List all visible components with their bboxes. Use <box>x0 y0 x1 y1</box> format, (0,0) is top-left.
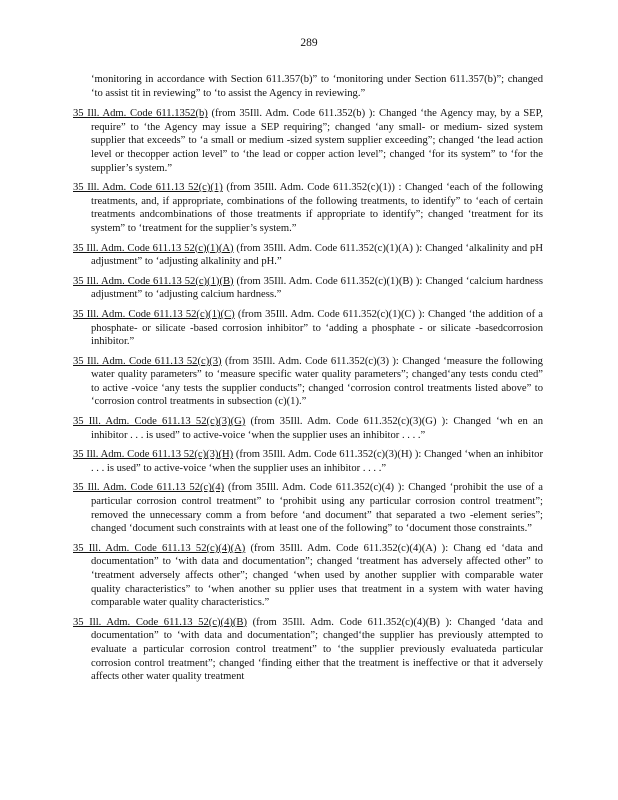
source-citation: (from 35Ill. Adm. Code 611.352(c)(4) <box>224 482 395 494</box>
code-citation: 35 Ill. Adm. Code 611.13 52(c)(3)(G) <box>73 416 246 428</box>
amendment-entry <box>73 616 543 684</box>
amendment-entry <box>73 355 543 409</box>
code-citation: 35 Ill. Adm. Code 611.13 52(c)(1)(B) <box>73 275 234 287</box>
source-citation: (from 35Ill. Adm. Code 611.352(c)(3)(G) <box>245 416 437 428</box>
amendment-entry <box>73 275 543 302</box>
code-citation: 35 Ill. Adm. Code 611.13 52(c)(1)(C) <box>73 308 235 320</box>
change-description: ): Changed ‘the Agency may, by a SEP, require” to ‘the Agency may issue a SEP requiring”; changed ‘any small- or medium- sized system supplier that exceeds” to ‘a small or medium -sized system supplier exceeding”; changed ‘the lead action level or thecopper action level” to ‘the lead or copper action level”; changed ‘for its system” to ‘for the supplier’s system.” <box>91 108 543 174</box>
amendment-entry <box>73 481 543 535</box>
amendment-entry <box>73 308 543 349</box>
source-citation: (from 35Ill. Adm. Code 611.352(c)(1)(A) <box>233 242 413 254</box>
change-description: ): Changed ‘when an inhibitor . . . is used” to active-voice ‘when the supplier uses an inhibitor . . . .” <box>91 449 543 474</box>
source-citation: (from 35Ill. Adm. Code 611.352(c)(3) <box>221 355 390 367</box>
continued-paragraph: ‘monitoring in accordance with Section 611.357(b)” to ‘monitoring under Section 611.357(b)”; changed ‘to assist tit in reviewing” to ‘to assist the Agency in reviewing.” <box>91 74 543 99</box>
body-text <box>73 73 543 690</box>
entry-list <box>73 107 543 684</box>
code-citation: 35 Ill. Adm. Code 611.1352(b) <box>73 108 208 120</box>
amendment-entry <box>73 181 543 235</box>
source-citation: (from 35Ill. Adm. Code 611.352(c)(4)(B) <box>247 616 440 628</box>
code-citation: 35 Ill. Adm. Code 611.13 52(c)(3)(H) <box>73 449 234 461</box>
change-description: ): Chang ed ‘data and documentation” to ‘with data and documentation”; changed ‘treatment has adversely affected other” to ‘treatment adversely affects other”; changed ‘when used by another supplier with comparable water quality characteristics” to ‘when another su pplier uses that treatment in a system with water having comparable water quality characteristics.” <box>91 542 543 609</box>
change-description: ): Changed ‘wh en an inhibitor . . . is used” to active-voice ‘when the supplier uses an inhibitor . . . .” <box>91 416 543 441</box>
code-citation: 35 Ill. Adm. Code 611.13 52(c)(3) <box>73 355 222 367</box>
code-citation: 35 Ill. Adm. Code 611.13 52(c)(1)(A) <box>73 242 234 254</box>
source-citation: (from 35Ill. Adm. Code 611.352(c)(1)) <box>222 182 395 194</box>
change-description: ): Changed ‘data and documentation” to ‘with data and documentation”; changed‘the supplier has previously attempted to evaluate a particular corrosion control treatment” to ‘the supplier previously evaluateda particular corrosion control treatment”; changed ‘finding either that the treatment is ineffective or that it adversely affects other water quality treatment <box>91 616 543 683</box>
amendment-entry <box>73 415 543 442</box>
change-description: ): Changed ‘prohibit the use of a particular corrosion control treatment” to ‘prohibit using any particular corrosion control treatment”; removed the unnecessary comm a from before ‘and document” that separated a two -element series”; changed ‘document such constraints with at least one of the following” to ‘document those constraints.” <box>91 482 543 535</box>
change-description: ): Changed ‘measure the following water quality parameters” to ‘measure specific water quality parameters”; changed‘any tests condu cted” to active -voice ‘any tests the supplier conducts”; changed ‘corrosion control treatments listed above” to ‘corrosion control treatments in subsection (c)(1).” <box>91 355 543 408</box>
page-number: 289 <box>300 37 318 49</box>
code-citation: 35 Ill. Adm. Code 611.13 52(c)(1) <box>73 182 223 194</box>
change-description: ): Changed ‘calcium hardness adjustment” to ‘adjusting calcium hardness.” <box>91 275 543 301</box>
source-citation: (from 35Ill. Adm. Code 611.352(c)(4)(A) <box>245 542 437 554</box>
code-citation: 35 Ill. Adm. Code 611.13 52(c)(4) <box>73 482 225 494</box>
amendment-entry <box>73 448 543 475</box>
code-citation: 35 Ill. Adm. Code 611.13 52(c)(4)(B) <box>73 616 248 628</box>
amendment-entry <box>73 542 543 610</box>
code-citation: 35 Ill. Adm. Code 611.13 52(c)(4)(A) <box>73 542 246 554</box>
source-citation: (from 35Ill. Adm. Code 611.352(c)(1)(B) <box>233 275 413 287</box>
change-description: ): Changed ‘alkalinity and pH adjustment” to ‘adjusting alkalinity and pH.” <box>91 242 543 268</box>
amendment-entry <box>73 107 543 175</box>
source-citation: (from 35Ill. Adm. Code 611.352(c)(3)(H) <box>233 449 413 461</box>
change-description: ): Changed ‘the addition of a phosphate- or silicate -based corrosion inhibitor” to ‘adding a phosphate - or silicate -basedcorrosion inhibitor.” <box>91 308 543 348</box>
change-description: : Changed ‘each of the following treatments, and, if appropriate, combinations of the following treatments, to identify” to ‘each of certain treatments andcombinations of those treatments if appropriate to identify”; changed ‘treatment for its system” to ‘treatment for the supplier’s system.” <box>91 182 543 234</box>
source-citation: (from 35Ill. Adm. Code 611.352(b) <box>207 108 366 120</box>
amendment-entry <box>73 242 543 269</box>
source-citation: (from 35Ill. Adm. Code 611.352(c)(1)(C) <box>234 308 416 320</box>
